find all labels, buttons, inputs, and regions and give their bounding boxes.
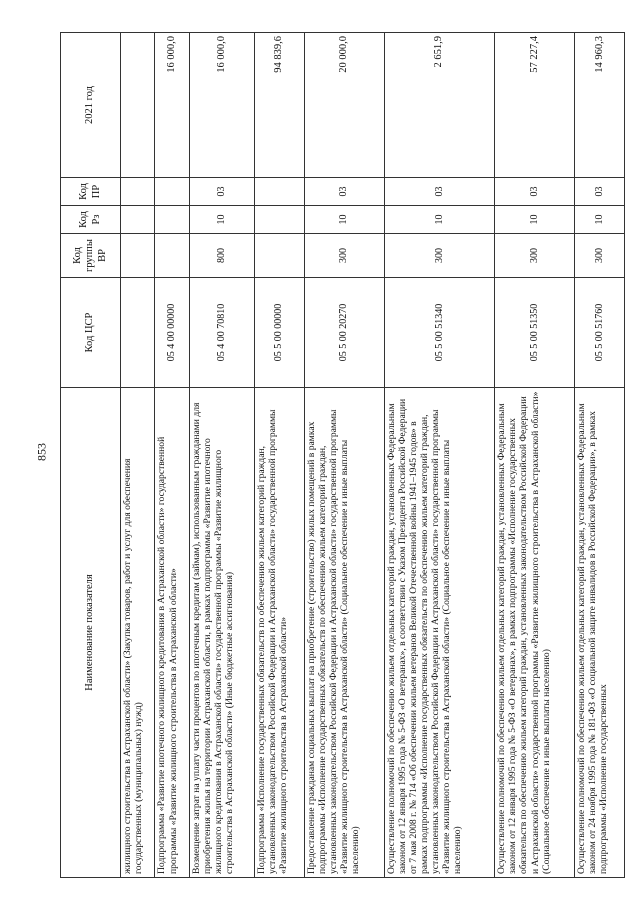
cell-pr bbox=[121, 178, 155, 206]
cell-csr: 05 4 00 70810 bbox=[189, 278, 254, 388]
table-header-row bbox=[61, 33, 121, 878]
cell-csr bbox=[121, 278, 155, 388]
cell-pr bbox=[155, 178, 189, 206]
cell-name: Подпрограмма «Развитие ипотечного жилищного кредитования в Астраханской области» государственной программы «Развитие жилищного строительства в Астраханской области» bbox=[155, 388, 189, 878]
cell-rz bbox=[121, 206, 155, 234]
cell-vr: 300 bbox=[384, 234, 495, 278]
cell-rz: 10 bbox=[495, 206, 575, 234]
cell-csr: 05 5 00 51350 bbox=[495, 278, 575, 388]
header-csr: Код ЦСР bbox=[61, 278, 121, 388]
cell-name: Предоставление гражданам социальных выплат на приобретение (строительство) жилых помещений в рамках подпрограммы «Исполнение государственных обязательств по обеспечению жильем категорий граждан, установленных законодательством Российской Федерации и Астраханской области» государственной программы «Развитие жилищного строительства в Астраханской области» (Социальное обеспечение и иные выплаты населению) bbox=[304, 388, 384, 878]
cell-csr: 05 5 00 51760 bbox=[575, 278, 625, 388]
cell-pr: 03 bbox=[575, 178, 625, 206]
header-pr: Код ПР bbox=[61, 178, 121, 206]
table-row bbox=[121, 33, 155, 878]
cell-2021: 16 000,0 bbox=[155, 33, 189, 178]
cell-2021: 57 227,4 bbox=[495, 33, 575, 178]
cell-vr: 300 bbox=[304, 234, 384, 278]
cell-csr: 05 5 00 51340 bbox=[384, 278, 495, 388]
cell-vr: 300 bbox=[575, 234, 625, 278]
header-rz: Код Рз bbox=[61, 206, 121, 234]
cell-vr bbox=[121, 234, 155, 278]
page-number: 853 bbox=[34, 443, 49, 461]
header-name: Наименование показателя bbox=[61, 388, 121, 878]
cell-rz: 10 bbox=[384, 206, 495, 234]
cell-rz: 10 bbox=[189, 206, 254, 234]
budget-table-container bbox=[60, 33, 625, 878]
cell-2021: 20 000,0 bbox=[304, 33, 384, 178]
cell-2021: 14 960,3 bbox=[575, 33, 625, 178]
cell-name: Подпрограмма «Исполнение государственных обязательств по обеспечению жильем категорий граждан, установленных законодательством Российской Федерации и Астраханской области» государственной программы «Развитие жилищного строительства в Астраханской области» bbox=[254, 388, 304, 878]
cell-csr: 05 5 00 20270 bbox=[304, 278, 384, 388]
header-2021: 2021 год bbox=[61, 33, 121, 178]
table-row bbox=[575, 33, 625, 878]
cell-pr: 03 bbox=[384, 178, 495, 206]
header-vr: Код группы ВР bbox=[61, 234, 121, 278]
cell-csr: 05 5 00 00000 bbox=[254, 278, 304, 388]
table-row bbox=[384, 33, 495, 878]
cell-pr: 03 bbox=[304, 178, 384, 206]
cell-name: Осуществление полномочий по обеспечению жильем отдельных категорий граждан, установленных Федеральным законом от 12 января 1995 года № 5-ФЗ «О ветеранах», в рамках подпрограммы «Исполнение государственных обязательств по обеспечению жильем категорий граждан, установленных законодательством Российской Федерации и Астраханской области» государственной программы «Развитие жилищного строительства в Астраханской области» (Социальное обеспечение и иные выплаты населению) bbox=[495, 388, 575, 878]
cell-rz bbox=[254, 206, 304, 234]
cell-pr bbox=[254, 178, 304, 206]
table-row bbox=[495, 33, 575, 878]
cell-pr: 03 bbox=[189, 178, 254, 206]
cell-2021: 2 651,9 bbox=[384, 33, 495, 178]
cell-rz: 10 bbox=[304, 206, 384, 234]
cell-2021 bbox=[121, 33, 155, 178]
cell-csr: 05 4 00 00000 bbox=[155, 278, 189, 388]
cell-vr: 300 bbox=[495, 234, 575, 278]
cell-name: жилищного строительства в Астраханской области» (Закупка товаров, работ и услуг для обеспечения государственных (муниципальных) нужд) bbox=[121, 388, 155, 878]
cell-vr bbox=[155, 234, 189, 278]
cell-name: Осуществление полномочий по обеспечению жильем отдельных категорий граждан, установленных Федеральным законом от 24 ноября 1995 года № 181-ФЗ «О социальной защите инвалидов в Российской Федерации», в рамках подпрограммы «Исполнение государственных bbox=[575, 388, 625, 878]
budget-table bbox=[60, 32, 625, 878]
table-row bbox=[155, 33, 189, 878]
cell-2021: 16 000,0 bbox=[189, 33, 254, 178]
table-row bbox=[304, 33, 384, 878]
cell-rz bbox=[155, 206, 189, 234]
table-row bbox=[254, 33, 304, 878]
cell-name: Осуществление полномочий по обеспечению жильем отдельных категорий граждан, установленных Федеральным законом от 12 января 1995 года № 5-ФЗ «О ветеранах», в соответствии с Указом Президента Российской Федерации от 7 мая 2008 г. № 714 «Об обеспечении жильем ветеранов Великой Отечественной войны 1941–1945 годов» в рамках подпрограммы «Исполнение государственных обязательств по обеспечению жильем категорий граждан, установленных законодательством Российской Федерации и Астраханской области» государственной программы «Развитие жилищного строительства в Астраханской области» (Социальное обеспечение и иные выплаты населению) bbox=[384, 388, 495, 878]
cell-vr: 800 bbox=[189, 234, 254, 278]
cell-2021: 94 839,6 bbox=[254, 33, 304, 178]
cell-vr bbox=[254, 234, 304, 278]
cell-rz: 10 bbox=[575, 206, 625, 234]
cell-pr: 03 bbox=[495, 178, 575, 206]
cell-name: Возмещение затрат на уплату части процентов по ипотечным кредитам (займам), использованным гражданами для приобретения жилья на территории Астраханской области, в рамках подпрограммы «Развитие ипотечного жилищного кредитования в Астраханской области» государственной программы «Развитие жилищного строительства в Астраханской области» (Иные бюджетные ассигнования) bbox=[189, 388, 254, 878]
table-row bbox=[189, 33, 254, 878]
